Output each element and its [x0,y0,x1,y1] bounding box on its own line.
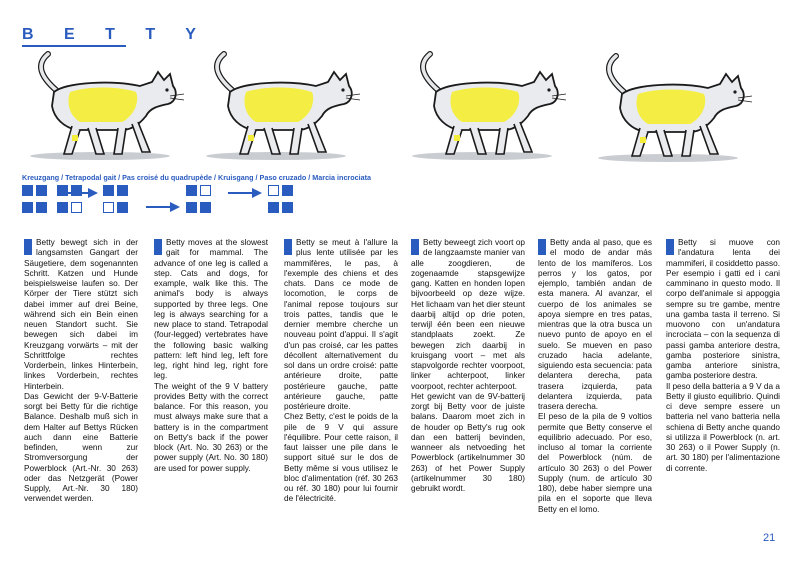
paragraph: El peso de la pila de 9 voltios permite que Betty conserve el equilibrio adecuado. Por eso, incluso al tomar la corriente del Powerblock (núm. de artículo 30 263) o del Power Supply (num. de artículo 30 180), debe haber siempre una pila en el soporte que lleva Betty en el lomo. [538,412,652,514]
footfall-rear-left [186,202,197,213]
gait-step [268,185,294,214]
paragraph: Betty bewegt sich in der langsamsten Gangart der Säugetiere, dem sogenannten Schritt. Katzen und Hunde beispielsweise laufen so. Der Körper der Tiere stützt sich dabei immer auf drei Beine, während sich ein Bein einen neuen Standort sucht. Sie bewegen sich dabei im Kreuzgang vorwärts – mit der Schrittfolge rechtes Vorderbein, linkes Hinterbein, linkes Vorderbein, rechtes Hinterbein. [24,238,138,391]
footfall-front-right [282,185,293,196]
paragraph-marker [24,239,32,255]
text-column-nl [411,238,525,494]
paragraph: Het gewicht van de 9V-batterij zorgt bij Betty voor de juiste balans. Daarom moet zich in de houder op Betty's rug ook dan een batterij bevinden, wanneer als netvoeding het Powerblock (artikelnummer 30 263) of het Power Supply (artikelnummer 30 180) gebruikt wordt. [411,391,525,493]
paragraph: Betty si muove con l'andatura lenta dei mammiferi, il cosiddetto passo. Per esempio i gatti ed i cani camminano in questo modo. Il corpo dell'animale si appoggia sempre su tre gambe, mentre una gamba tasta il terreno. Si muovono con un'andatura incrociata – con la sequenza di passi gamba anteriore destra, gamba posteriore sinistra, gamba anteriore sinistra, gamba posteriore destra. [666,238,780,381]
text-column-fr [284,238,398,505]
footfall-front-left [22,185,33,196]
text-column-en [154,238,268,474]
footfall-rear-right [36,202,47,213]
footfall-front-left [186,185,197,196]
footfall-front-left [103,185,114,196]
paragraph: Betty beweegt zich voort op de langzaamste manier van alle zoogdieren, de zogenaamde stapsgewijze gang. Katten en honden lopen bijvoorbeeld op deze wijze. Het lichaam van het dier steunt daarbij altijd op drie poten, terwijl één been een nieuwe standplaats zoekt. Ze bewegen zich daarbij in kruisgang voort – met als stapvolgorde rechter voorpoot, linker achterpoot, linker voorpoot, rechter achterpoot. [411,238,525,391]
footfall-rear-left [22,202,33,213]
paragraph: Betty se meut à l'allure la plus lente utilisée par les mammifères, le pas, à l'exemple des chiens et des chats. Dans ce mode de locomotion, le corps de l'animal repose toujours sur trois pattes, tandis que le dernier membre cherche un nouveau point d'appui. Il s'agit d'un pas croisé, car les pattes décollent alternativement du sol dans un ordre croisé: patte antérieure droite, patte postérieure gauche, patte antérieure gauche, patte postérieure droite. [284,238,398,411]
paragraph: Chez Betty, c'est le poids de la pile de 9 V qui assure l'équilibre. Pour cette raison, il faut laisser une pile dans le support situé sur le dos de Betty même si vous utilisez le bloc d'alimentation (réf. 30 263 ou réf. 30 180) pour lui fournir de l'électricité. [284,412,398,504]
walking-cat-illustrations [14,46,786,166]
paragraph: Betty moves at the slowest gait for mammal. The advance of one leg is called a step. Cats and dogs, for example, walk like this. The animal's body is always supported by three legs. One leg is always searching for a new place to stand. Tetrapodal (four-legged) vertebrates have the following basic walking pattern: left hind leg, left fore leg, right hind leg, right fore leg. [154,238,268,381]
page-title: B E T T Y [22,26,209,43]
arrow-right-icon [146,202,180,212]
arrow-right-icon [228,188,262,198]
gait-name-en: Tetrapodal gait [65,173,117,182]
footfall-rear-left [103,202,114,213]
paragraph: Betty anda al paso, que es el modo de andar más lento de los mamíferos. Los perros y los gatos, por ejemplo, también andan de esta manera. Al avanzar, el cuerpo de los animales se apoya siempre en tres patas, mientras que la otra busca un nuevo punto de apoyo en el suelo. Se mueven en paso cruzado hacia adelante, siguiendo esta secuencia: pata delantera derecha, pata trasera izquierda, pata delantera izquierda, pata trasera derecha. [538,238,652,411]
gait-step [103,185,129,214]
paragraph-marker [411,239,419,255]
footfall-front-left [268,185,279,196]
footfall-rear-right [117,202,128,213]
paragraph-marker [666,239,674,255]
footfall-rear-right [71,202,82,213]
text-column-it [666,238,780,474]
footfall-rear-right [200,202,211,213]
footfall-front-right [36,185,47,196]
paragraph: The weight of the 9 V battery provides Betty with the correct balance. For this reason, you must always make sure that a battery is in the compartment on Betty's back if the power block (Art. No. 30 263) or the power supply (Art. No. 30 180) are used for power supply. [154,381,268,473]
footfall-rear-right [282,202,293,213]
paragraph-marker [538,239,546,255]
paragraph: Il peso della batteria a 9 V da a Betty il giusto equilibrio. Quindi ci deve sempre essere un batteria nel vano batteria nella schiena di Betty anche quando si utilizza il Powerblock (n. art. 30 263) o il Power Supply (n. art. 30 180) per l'alimentazione di corrente. [666,381,780,473]
gait-name-nl: Kruisgang [218,173,254,182]
arrow-right-icon [64,188,98,198]
gait-name-it: Marcia incrociata [312,173,372,182]
gait-caption: Kreuzgang / Tetrapodal gait / Pas croisé du quadrupède / Kruisgang / Paso cruzado / Marcia incrociata [22,173,372,182]
text-column-de [24,238,138,505]
text-column-es [538,238,652,515]
gait-name-fr: Pas croisé du quadrupède [122,173,212,182]
paragraph-marker [154,239,162,255]
footfall-front-right [117,185,128,196]
footfall-front-right [200,185,211,196]
paragraph-marker [284,239,292,255]
page-number: 21 [763,532,776,544]
gait-name-es: Paso cruzado [259,173,307,182]
footfall-rear-left [57,202,68,213]
gait-step [22,185,48,214]
paragraph: Das Gewicht der 9-V-Batterie sorgt bei Betty für die richtige Balance. Deshalb muß sich in dem Halter auf Bettys Rücken auch dann eine Batterie befinden, wenn zur Stromversorgung der Powerblock (Art.-Nr. 30 263) oder das Netzgerät (Power Supply, Art.-Nr. 30 180) verwendet werden. [24,391,138,504]
footfall-rear-left [268,202,279,213]
gait-step [186,185,212,214]
gait-name-de: Kreuzgang [22,173,60,182]
